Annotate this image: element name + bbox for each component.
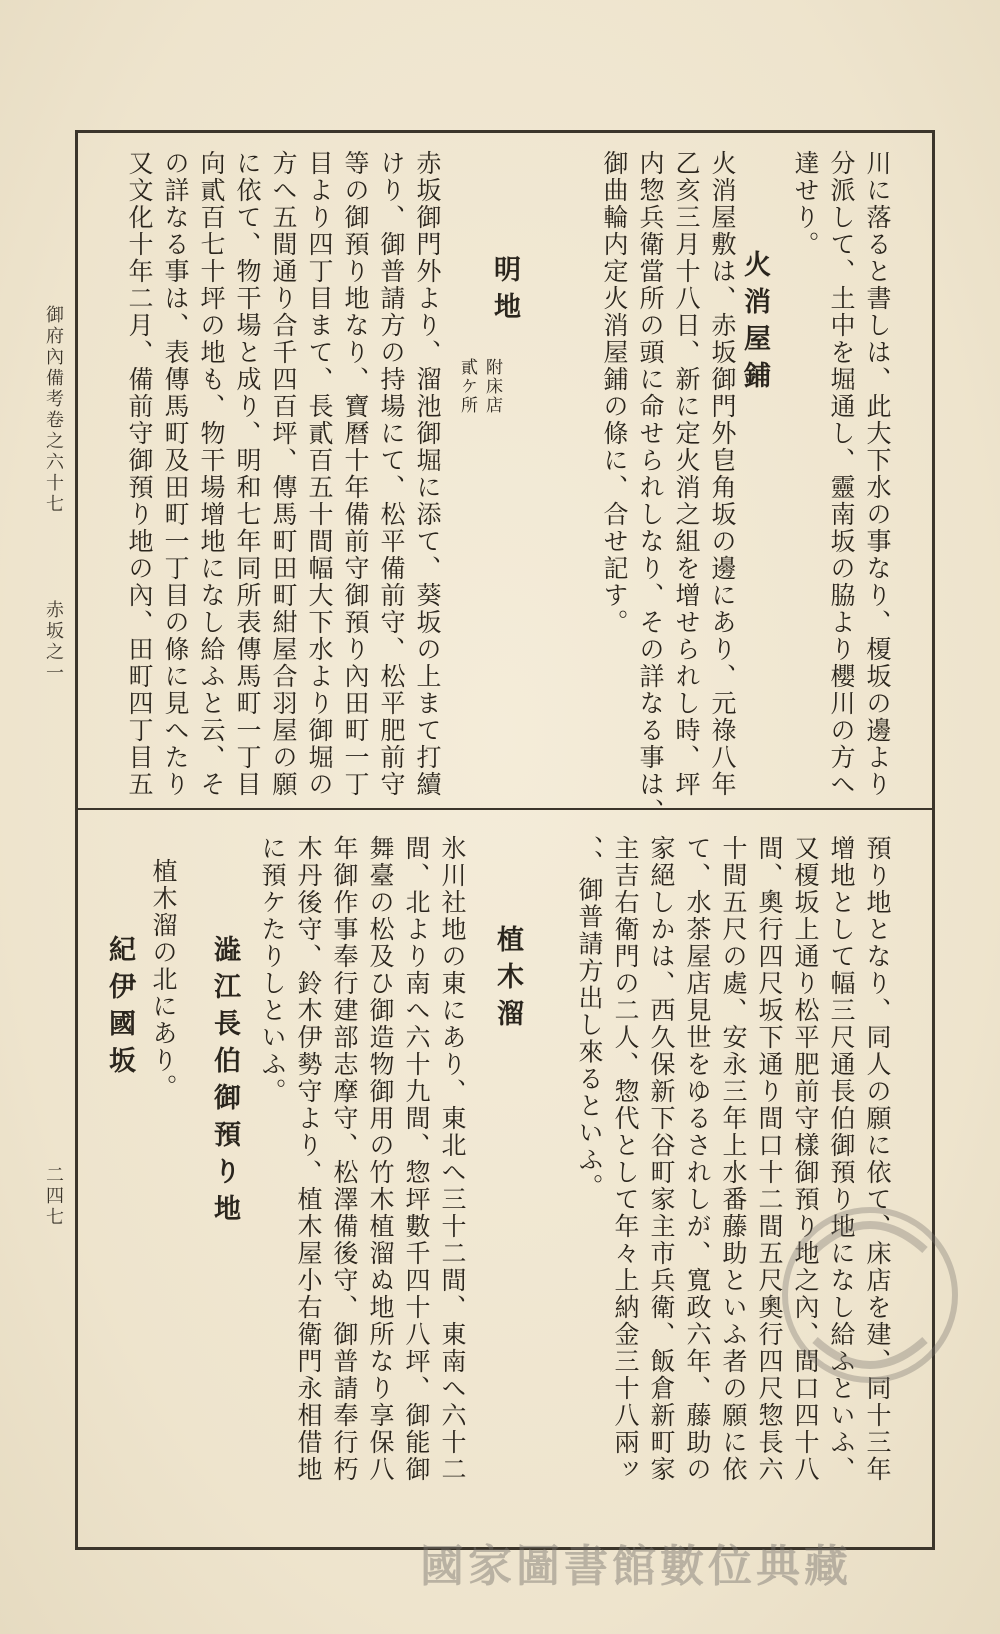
heading-shibue: 澁江長伯御預り地 — [209, 935, 240, 1231]
text-line: けり、御普請方の持場にて、松平備前守、松平肥前守 — [377, 150, 406, 798]
text-line: 主吉右衛門の二人、惣代として年々上納金三十八兩ッ — [611, 835, 640, 1483]
text-line: 又文化十年二月、備前守御預り地の內、田町四丁目五 — [125, 150, 154, 798]
heading-uekidamari: 植木溜 — [492, 925, 523, 1036]
running-title: 御府內備考卷之六十七 — [43, 305, 64, 515]
center-rule — [75, 808, 935, 810]
page-number: 二四七 — [43, 1165, 64, 1228]
lower-para-2 — [254, 835, 470, 1483]
text-line: 方へ五間通り合千四百坪、傳馬町田町紺屋合羽屋の願 — [269, 150, 298, 798]
note-line: 附床店 — [482, 358, 502, 415]
upper-para-1 — [787, 150, 895, 798]
text-line: に預ケたりしといふ。 — [258, 835, 287, 1105]
upper-para-3 — [121, 150, 445, 798]
running-subtitle: 赤坂之一 — [43, 600, 64, 684]
text-line: 赤坂御門外より、溜池御堀に添て、葵坂の上まて打續 — [413, 150, 442, 798]
text-line: 植木溜の北にあり。 — [149, 858, 178, 1101]
text-line: て、水茶屋店見世をゆるされしが、寬政六年、藤助の — [683, 835, 712, 1483]
upper-para-2 — [596, 150, 740, 825]
text-line: 火消屋敷は、赤坂御門外皀角坂の邊にあり、元祿八年 — [708, 150, 737, 798]
text-line: 又榎坂上通り松平肥前守樣御預り地之內、間口四十八 — [791, 835, 820, 1483]
watermark-seal-icon — [770, 1180, 970, 1410]
text-line: 分派して、土中を堀通し、靈南坂の脇より櫻川の方へ — [827, 150, 856, 798]
text-line: 、、御普請方出し來るといふ。 — [575, 835, 604, 1201]
text-line: 内惣兵衛當所の頭に命せられしなり、その詳なる事は、 — [636, 150, 665, 825]
text-line: の詳なる事は、表傳馬町及田町一丁目の條に見へたり — [161, 150, 190, 798]
text-line: 氷川社地の東にあり、東北へ三十二間、東南へ六十二 — [438, 835, 467, 1483]
text-line: 十間五尺の處、安永三年上水番藤助といふ者の願に依 — [719, 835, 748, 1483]
text-line: 木丹後守、鈴木伊勢守より、植木屋小右衛門永相借地 — [294, 835, 323, 1483]
text-line: 達せり。 — [791, 150, 820, 258]
text-line: 等の御預り地なり、寶曆十年備前守御預り內田町一丁 — [341, 150, 370, 798]
text-line: に依て、物干場と成り、明和七年同所表傳馬町一丁目 — [233, 150, 262, 798]
heading-hikeshi: 火消屋鋪 — [739, 250, 770, 398]
lower-para-3 — [145, 858, 181, 1101]
text-line: 御曲輪内定火消屋鋪の條に、合せ記す。 — [600, 150, 629, 636]
text-line: 川に落ると書しは、此大下水の事なり、榎坂の邊より — [863, 150, 892, 798]
text-line: 向貳百七十坪の地も、物干場增地になし給ふと云、そ — [197, 150, 226, 798]
text-line: 增地として幅三尺通長伯御預り地になし給ふといふ、 — [827, 835, 856, 1483]
library-watermark-text: 國家圖書館數位典藏 — [420, 1541, 852, 1592]
heading-akichi-note — [455, 358, 505, 415]
text-line: 乙亥三月十八日、新に定火消之組を增せられし時、坪 — [672, 150, 701, 798]
text-line: 間、北より南へ六十九間、惣坪數千四十八坪、御能御 — [402, 835, 431, 1483]
text-line: 間、奧行四尺坂下通り間口十二間五尺奧行四尺惣長六 — [755, 835, 784, 1483]
text-line: 舞臺の松及ひ御造物御用の竹木植溜ぬ地所なり享保八 — [366, 835, 395, 1483]
note-line: 貳ケ所 — [457, 358, 477, 415]
text-line: 家絕しかは、西久保新下谷町家主市兵衛、飯倉新町家 — [647, 835, 676, 1483]
text-line: 年御作事奉行建部志摩守、松澤備後守、御普請奉行朽 — [330, 835, 359, 1483]
heading-akichi: 明地 — [489, 255, 520, 329]
library-watermark-logo — [770, 1180, 970, 1410]
heading-kiikunizaka: 紀伊國坂 — [104, 935, 135, 1083]
text-line: 目より四丁目まて、長貳百五十間幅大下水より御堀の — [305, 150, 334, 798]
text-line: 預り地となり、同人の願に依て、床店を建、同十三年 — [863, 835, 892, 1483]
